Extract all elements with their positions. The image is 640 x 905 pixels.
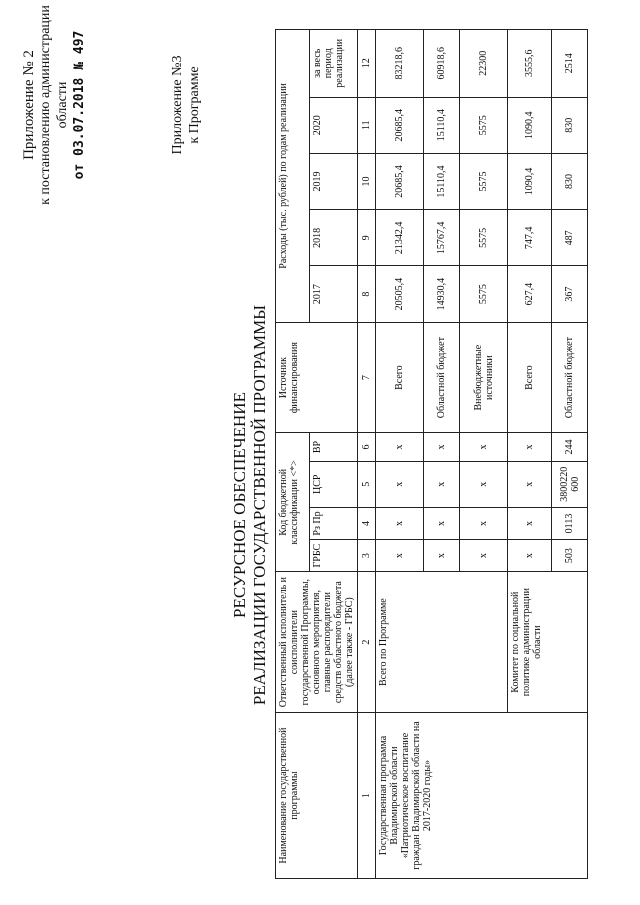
resource-table <box>275 29 588 879</box>
rzpr-cell: 0113 <box>552 507 588 539</box>
value-2017-cell: 367 <box>552 266 588 322</box>
csr-cell: x <box>460 461 508 507</box>
source-cell: Внебюджетные источники <box>460 322 508 433</box>
csr-cell: 3800220 600 <box>552 461 588 507</box>
header-total-period: за весь период реализации <box>310 30 358 98</box>
col-num: 10 <box>358 153 376 209</box>
grbs-cell: x <box>376 540 424 572</box>
source-cell: Областной бюджет <box>424 322 460 433</box>
header-source: Источник финансирования <box>276 322 358 433</box>
csr-cell: x <box>376 461 424 507</box>
program-name-cell: Государственная программа Владимирской области «Патриотическое воспитание граждан Владимирской области на 2017-2020 годы» <box>376 713 588 879</box>
col-num: 9 <box>358 210 376 266</box>
header-expenses: Расходы (тыс. рублей) по годам реализации <box>276 30 310 323</box>
value-2020-cell: 5575 <box>460 97 508 153</box>
value-total-cell: 3555,6 <box>508 30 552 98</box>
grbs-cell: x <box>508 540 552 572</box>
vr-cell: x <box>424 433 460 461</box>
header-csr: ЦСР <box>310 461 358 507</box>
value-2020-cell: 20685,4 <box>376 97 424 153</box>
csr-cell: x <box>508 461 552 507</box>
value-2018-cell: 21342,4 <box>376 210 424 266</box>
col-num: 1 <box>358 713 376 879</box>
value-total-cell: 83218,6 <box>376 30 424 98</box>
header-year-2017: 2017 <box>310 266 358 322</box>
executor-cell: Комитет по социальной политике администрации области <box>508 572 588 713</box>
value-2018-cell: 5575 <box>460 210 508 266</box>
appendix-2-title: Приложение № 2 <box>21 50 37 160</box>
header-vr: ВР <box>310 433 358 461</box>
appendix-2-date: от 03.07.2018 № 497 <box>71 30 87 180</box>
value-2020-cell: 830 <box>552 97 588 153</box>
value-2019-cell: 830 <box>552 153 588 209</box>
vr-cell: x <box>376 433 424 461</box>
table-row <box>376 30 424 879</box>
value-2019-cell: 1090,4 <box>508 153 552 209</box>
col-num: 2 <box>358 572 376 713</box>
header-rzpr: Рз Пр <box>310 507 358 539</box>
grbs-cell: x <box>460 540 508 572</box>
rzpr-cell: x <box>460 507 508 539</box>
col-num: 6 <box>358 433 376 461</box>
value-2020-cell: 15110,4 <box>424 97 460 153</box>
header-executor: Ответственный исполнитель и соисполнители государственной Программы, основного мероприятия, главные распорядители средств областного бюджета (далее также - ГРБС) <box>276 572 358 713</box>
appendix-3-ref: к Программе <box>186 66 202 144</box>
value-2019-cell: 5575 <box>460 153 508 209</box>
vr-cell: 244 <box>552 433 588 461</box>
value-2020-cell: 1090,4 <box>508 97 552 153</box>
source-cell: Всего <box>376 322 424 433</box>
rzpr-cell: x <box>424 507 460 539</box>
value-2018-cell: 747,4 <box>508 210 552 266</box>
header-budget-code: Код бюджетной классификации <*> <box>276 433 310 572</box>
rzpr-cell: x <box>376 507 424 539</box>
col-num: 4 <box>358 507 376 539</box>
value-total-cell: 2514 <box>552 30 588 98</box>
csr-cell: x <box>424 461 460 507</box>
col-num: 7 <box>358 322 376 433</box>
appendix-2-ref: к постановлению администрации <box>38 5 53 205</box>
header-program-name: Наименование государственной программы <box>276 713 358 879</box>
col-num: 12 <box>358 30 376 98</box>
grbs-cell: 503 <box>552 540 588 572</box>
value-2017-cell: 627,4 <box>508 266 552 322</box>
value-2017-cell: 20505,4 <box>376 266 424 322</box>
document-title <box>230 225 271 785</box>
vr-cell: x <box>460 433 508 461</box>
value-2017-cell: 14930,4 <box>424 266 460 322</box>
header-year-2020: 2020 <box>310 97 358 153</box>
value-2018-cell: 15767,4 <box>424 210 460 266</box>
value-2017-cell: 5575 <box>460 266 508 322</box>
vr-cell: x <box>508 433 552 461</box>
source-cell: Всего <box>508 322 552 433</box>
appendix-3-header <box>170 5 204 205</box>
col-num: 3 <box>358 540 376 572</box>
col-num: 5 <box>358 461 376 507</box>
document-title-line-2: РЕАЛИЗАЦИИ ГОСУДАРСТВЕННОЙ ПРОГРАММЫ <box>250 304 270 706</box>
rzpr-cell: x <box>508 507 552 539</box>
source-cell: Областной бюджет <box>552 322 588 433</box>
executor-cell: Всего по Программе <box>376 572 508 713</box>
document-title-line-1: РЕСУРСНОЕ ОБЕСПЕЧЕНИЕ <box>230 392 249 618</box>
grbs-cell: x <box>424 540 460 572</box>
column-number-row <box>358 30 376 879</box>
col-num: 11 <box>358 97 376 153</box>
value-total-cell: 60918,6 <box>424 30 460 98</box>
value-2019-cell: 15110,4 <box>424 153 460 209</box>
value-2019-cell: 20685,4 <box>376 153 424 209</box>
col-num: 8 <box>358 266 376 322</box>
value-2018-cell: 487 <box>552 210 588 266</box>
header-grbs: ГРБС <box>310 540 358 572</box>
header-year-2018: 2018 <box>310 210 358 266</box>
appendix-2-ref-region: области <box>54 81 70 129</box>
header-row-1 <box>276 30 310 879</box>
header-year-2019: 2019 <box>310 153 358 209</box>
appendix-2-header <box>20 5 87 205</box>
value-total-cell: 22300 <box>460 30 508 98</box>
appendix-3-title: Приложение №3 <box>170 55 185 155</box>
